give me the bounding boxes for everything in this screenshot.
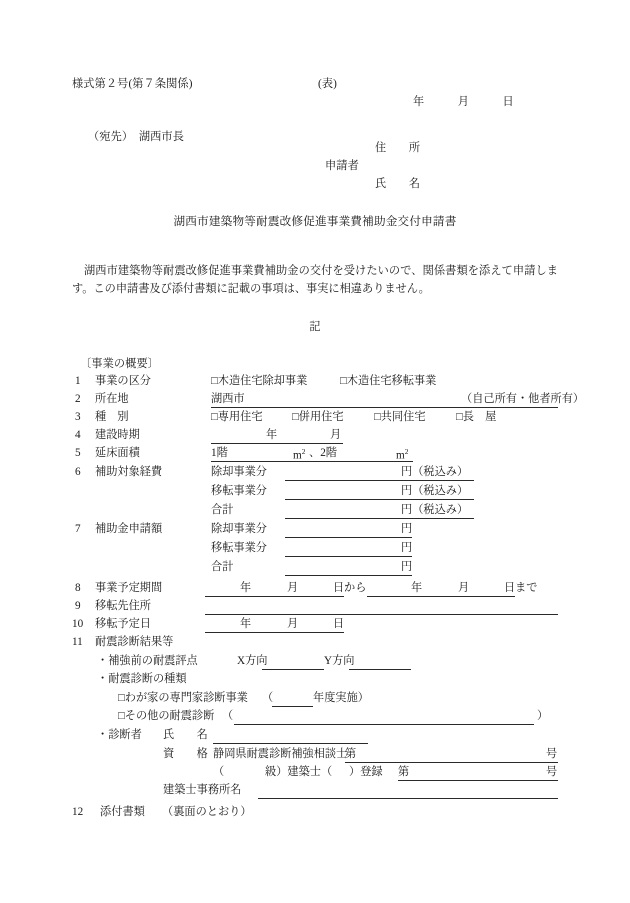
- y-direction-label: Y方向: [324, 655, 355, 667]
- relocation-address-rule[interactable]: [205, 614, 558, 615]
- relocation-year: 年: [240, 618, 252, 630]
- grant-rule-iten[interactable]: [285, 556, 412, 557]
- body-paragraph: 湖西市建築物等耐震改修促進事業費補助金の交付を受けたいので、関係書類を添えて申請します。この申請書及び添付書類に記載の事項は、事実に相違ありません。: [72, 265, 558, 296]
- build-period-rule[interactable]: [211, 443, 343, 444]
- cost-rule-jokyaku[interactable]: [285, 480, 474, 481]
- diagnoser-qualification-label: 資 格: [163, 748, 208, 760]
- checkbox-heiyo-jutaku[interactable]: □併用住宅: [292, 411, 344, 423]
- period-to-connector: まで: [515, 582, 538, 594]
- item-number-6: 6: [75, 466, 81, 478]
- sonota-detail-rule[interactable]: [234, 724, 534, 725]
- architect-office-label: 建築士事務所名: [163, 784, 242, 796]
- architect-paren-close: ）登録: [349, 766, 383, 778]
- grant-rule-jokyaku[interactable]: [285, 537, 412, 538]
- grant-row-unit-iten: 円: [401, 542, 413, 554]
- cost-rule-iten[interactable]: [285, 499, 474, 500]
- item-label-4: 建設時期: [95, 429, 140, 441]
- relocation-month: 月: [287, 618, 299, 630]
- period-from-connector: から: [344, 582, 367, 594]
- ownership-options[interactable]: （自己所有・他者所有）: [461, 393, 585, 405]
- build-year-label: 年: [266, 429, 278, 441]
- item-number-2: 2: [75, 393, 81, 405]
- addressee: （宛先） 湖西市長: [88, 131, 184, 143]
- item-label-8: 事業予定期間: [95, 582, 163, 594]
- architect-go-label: 号: [546, 766, 558, 778]
- wagaya-year-rule[interactable]: [272, 706, 313, 707]
- diagnoser-bullet: ・診断者: [97, 729, 142, 741]
- period-to-day: 日: [504, 582, 516, 594]
- diagnoser-name-label: 氏 名: [163, 729, 208, 741]
- x-direction-rule[interactable]: [262, 669, 324, 670]
- side-marker: (表): [318, 78, 337, 90]
- location-prefix: 湖西市: [211, 393, 245, 405]
- item-number-8: 8: [75, 582, 81, 594]
- floor-area-rule[interactable]: [211, 461, 413, 462]
- date-line: 年 月 日: [413, 96, 514, 108]
- item-label-3: 種 別: [95, 411, 129, 423]
- checkbox-mokuzo-jokyaku[interactable]: □木造住宅除却事業: [211, 375, 308, 387]
- wagaya-year-trailing: 年度実施）: [313, 692, 369, 704]
- item-number-11: 11: [72, 636, 83, 648]
- qualification-text: 静岡県耐震診断補強相談士: [213, 748, 348, 760]
- item-label-1: 事業の区分: [95, 375, 151, 387]
- section-heading: 〔事業の概要〕: [80, 358, 160, 370]
- floor1-label: 1階: [211, 447, 228, 459]
- item-label-6: 補助対象経費: [95, 466, 163, 478]
- form-number: 様式第２号(第７条関係): [72, 78, 193, 90]
- cost-row-label-jokyaku: 除却事業分: [211, 466, 267, 478]
- item-number-4: 4: [75, 429, 81, 441]
- cost-rule-total[interactable]: [285, 518, 474, 519]
- checkbox-nagaya[interactable]: □長 屋: [456, 411, 497, 423]
- cost-row-unit-total: 円（税込み）: [401, 504, 469, 516]
- checkbox-wagaya-senmonka[interactable]: □わが家の専門家診断事業: [118, 692, 248, 704]
- checkbox-senyo-jutaku[interactable]: □専用住宅: [211, 411, 263, 423]
- period-to-rule[interactable]: [367, 596, 515, 597]
- architect-dai-label: 第: [398, 766, 410, 778]
- sonota-paren-close: ）: [537, 710, 549, 722]
- cost-row-unit-jokyaku: 円（税込み）: [401, 466, 469, 478]
- floor1-unit: $m^2$: [293, 447, 306, 462]
- diagnoser-name-rule[interactable]: [213, 743, 368, 744]
- period-from-year: 年: [240, 582, 252, 594]
- page-title: 湖西市建築物等耐震改修促進事業費補助金交付申請書: [173, 215, 457, 228]
- item-label-11: 耐震診断結果等: [95, 636, 174, 648]
- floor2-unit: $m^2$: [396, 447, 409, 462]
- grant-row-unit-total: 円: [401, 561, 413, 573]
- build-month-label: 月: [330, 429, 342, 441]
- qualification-dai-label: 第: [345, 748, 357, 760]
- period-to-year: 年: [411, 582, 423, 594]
- grant-row-label-iten: 移転事業分: [211, 542, 267, 554]
- item-number-12: 12: [72, 806, 84, 818]
- attachment-note: （裏面のとおり）: [162, 806, 252, 818]
- architect-office-rule[interactable]: [258, 798, 558, 799]
- checkbox-kyodo-jutaku[interactable]: □共同住宅: [374, 411, 426, 423]
- architect-paren-open: （: [213, 766, 225, 778]
- diagnosis-kind-bullet: ・耐震診断の種類: [97, 673, 187, 685]
- wagaya-paren-open: （: [262, 692, 274, 704]
- item-label-9: 移転先住所: [95, 600, 151, 612]
- ki-marker: 記: [309, 321, 321, 333]
- grant-row-label-total: 合計: [211, 561, 234, 573]
- item-label-2: 所在地: [95, 393, 129, 405]
- cost-row-label-total: 合計: [211, 504, 234, 516]
- seismic-score-bullet: ・補強前の耐震評点: [97, 655, 198, 667]
- qualification-number-rule[interactable]: [345, 762, 558, 763]
- period-from-rule[interactable]: [205, 596, 344, 597]
- item-label-10: 移転予定日: [95, 618, 151, 630]
- grant-row-label-jokyaku: 除却事業分: [211, 523, 267, 535]
- applicant-label: 申請者: [325, 160, 359, 172]
- architect-number-rule[interactable]: [398, 780, 558, 781]
- checkbox-mokuzo-iten[interactable]: □木造住宅移転事業: [340, 375, 437, 387]
- relocation-day: 日: [333, 618, 345, 630]
- cost-row-label-iten: 移転事業分: [211, 485, 267, 497]
- applicant-name-label: 氏 名: [375, 178, 421, 190]
- item-label-5: 延床面積: [95, 447, 140, 459]
- item-number-10: 10: [72, 618, 84, 630]
- grant-row-unit-jokyaku: 円: [401, 523, 413, 535]
- item-label-12: 添付書類: [100, 806, 145, 818]
- location-input-rule[interactable]: [211, 407, 558, 408]
- x-direction-label: X方向: [237, 655, 268, 667]
- floor2-label: 、2階: [309, 447, 337, 459]
- period-from-month: 月: [287, 582, 299, 594]
- applicant-address-label: 住 所: [375, 142, 421, 154]
- period-to-month: 月: [458, 582, 470, 594]
- architect-grade-label: 級）建築士（: [265, 766, 333, 778]
- item-number-5: 5: [75, 447, 81, 459]
- y-direction-rule[interactable]: [349, 669, 411, 670]
- qualification-go-label: 号: [546, 748, 558, 760]
- item-number-9: 9: [75, 600, 81, 612]
- cost-row-unit-iten: 円（税込み）: [401, 485, 469, 497]
- item-number-1: 1: [75, 375, 81, 387]
- item-number-7: 7: [75, 523, 81, 535]
- item-number-3: 3: [75, 411, 81, 423]
- sonota-paren-open: （: [222, 710, 234, 722]
- grant-rule-total[interactable]: [285, 575, 412, 576]
- period-from-day: 日: [333, 582, 345, 594]
- item-label-7: 補助金申請額: [95, 523, 163, 535]
- relocation-date-rule[interactable]: [205, 632, 344, 633]
- checkbox-sonota-taishin[interactable]: □その他の耐震診断: [118, 710, 215, 722]
